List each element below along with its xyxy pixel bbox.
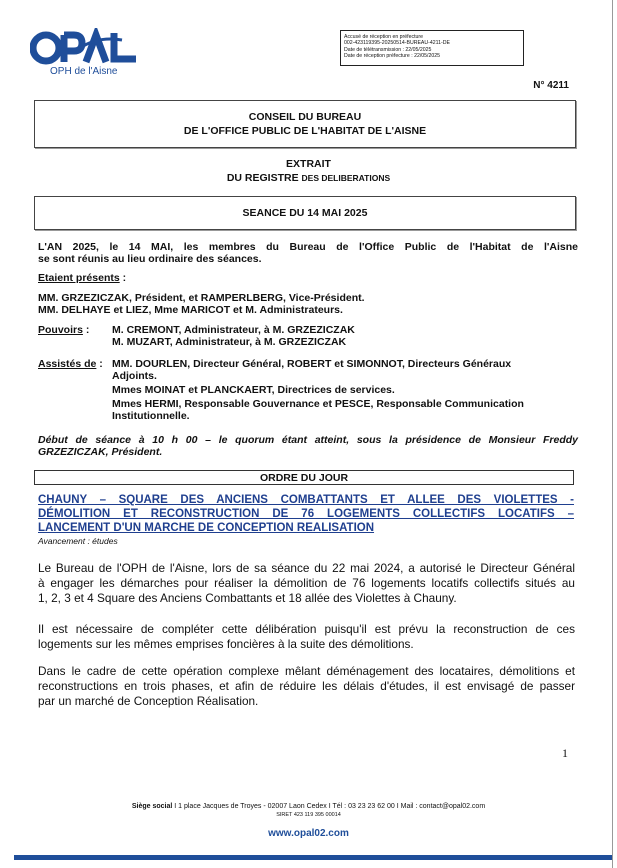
body-p3-line3: par un marché de Conception Réalisation. [38,694,259,708]
stamp-line: Date de télétransmission : 22/05/2025 [344,46,432,53]
extrait-subtitle-b: DES DELIBERATIONS [301,173,391,183]
pouvoirs-line1: M. CREMONT, Administrateur, à M. GRZEZICZAK [112,324,355,336]
body-p3-line2: reconstructions en trois phases, et afin de réduire les délais d'études, il est envisagé de passer [38,679,575,693]
subject-line1: CHAUNY – SQUARE DES ANCIENS COMBATTANTS ET ALLEE DES VIOLETTES - [38,494,574,506]
ordre-du-jour-box [34,470,574,485]
assistes-line2: Adjoints. [112,370,157,382]
opal-logo-mark [30,28,142,66]
assistes-line5: Institutionnelle. [112,410,190,422]
opal-logo [30,28,142,66]
ordre-du-jour-title: ORDRE DU JOUR [259,472,349,484]
presents-line1: MM. GRZEZICZAK, Président, et RAMPERLBERG, Vice-Président. [38,292,365,304]
extrait-subtitle-a: DU REGISTRE [226,172,302,184]
intro-line1: L'AN 2025, le 14 MAI, les membres du Bureau de l'Office Public de l'Habitat de l'Aisne [38,241,578,253]
footer-address [0,803,617,810]
body-p2-line2: logements sur les mêmes emprises foncières à la suite des démolitions. [38,637,414,651]
prefecture-stamp [340,30,524,66]
stamp-line: Date de réception préfecture : 22/05/2025 [344,53,441,60]
body-p2-line1: Il est nécessaire de compléter cette délibération puisqu'il est prévu la reconstruction de ces [38,622,575,636]
assistes-line3: Mmes MOINAT et PLANCKAERT, Directrices de services. [112,384,395,396]
assistes-line4: Mmes HERMI, Responsable Gouvernance et PESCE, Responsable Communication [112,398,524,410]
pouvoirs-line2: M. MUZART, Administrateur, à M. GRZEZICZAK [112,336,347,348]
header-line1: CONSEIL DU BUREAU [248,111,362,123]
body-p1-line3: 1, 2, 3 et 4 Square des Anciens Combattants et 18 allée des Violettes à Chauny. [38,591,457,605]
body-p1-line1: Le Bureau de l'OPH de l'Aisne, lors de sa séance du 22 mai 2024, a autorisé le Directeur Général [38,561,575,575]
pouvoirs-heading [38,324,108,336]
subject-line3: LANCEMENT D'UN MARCHE DE CONCEPTION REALISATION [38,522,375,534]
footer-siret: SIRET 423 119 395 00014 [276,812,341,818]
header-box [34,100,576,148]
page-number: 1 [562,746,568,760]
footer-siege-label: Siège social [131,803,173,810]
presents-heading [38,272,578,284]
extrait-title: EXTRAIT [286,158,331,170]
presents-label: Etaient présents [38,272,120,284]
presents-suffix: : [119,272,127,284]
footer-website-link[interactable]: www.opal02.com [268,828,349,839]
deliberation-number: N° 4211 [533,80,569,91]
presents-line2: MM. DELHAYE et LIEZ, Mme MARICOT et M. Administrateurs. [38,304,343,316]
seance-title: SEANCE DU 14 MAI 2025 [242,207,368,219]
subject-line2: DÉMOLITION ET RECONSTRUCTION DE 76 LOGEMENTS COLLECTIFS LOCATIFS – [38,508,574,520]
assistes-heading [38,358,118,370]
debut-line1: Début de séance à 10 h 00 – le quorum étant atteint, sous la présidence de Monsieur Freddy [38,434,578,446]
assistes-line1: MM. DOURLEN, Directeur Général, ROBERT et SIMONNOT, Directeurs Généraux [112,358,512,370]
stamp-line: 002-423119395-20250514-BUREAU-4211-DE [344,40,450,47]
body-p3-line1: Dans le cadre de cette opération complexe mêlant déménagement des locataires, démolitions et [38,664,575,678]
footer-bar [14,855,612,860]
seance-box [34,196,576,230]
header-line2: DE L'OFFICE PUBLIC DE L'HABITAT DE L'AISNE [183,125,427,137]
logo-subtitle: OPH de l'Aisne [50,66,118,77]
pouvoirs-label: Pouvoirs [38,324,83,336]
body-p1-line2: à engager les démarches pour réaliser la démolition de 76 logements locatifs collectifs situés au [38,576,575,590]
assistes-label: Assistés de [38,358,97,370]
intro-line2: se sont réunis au lieu ordinaire des séances. [38,253,262,265]
avancement: Avancement : études [38,536,118,546]
debut-line2: GRZEZICZAK, Président. [38,446,163,458]
stamp-line: Accusé de réception en préfecture [344,34,424,40]
pouvoirs-suffix: : [82,324,90,336]
footer-siege-text: I 1 place Jacques de Troyes - 02007 Laon Cedex I Tél : 03 23 23 62 00 I Mail : contact@opal02.com [172,803,486,810]
extrait-subtitle [0,172,617,184]
assistes-suffix: : [96,358,103,370]
page-edge [612,0,613,868]
